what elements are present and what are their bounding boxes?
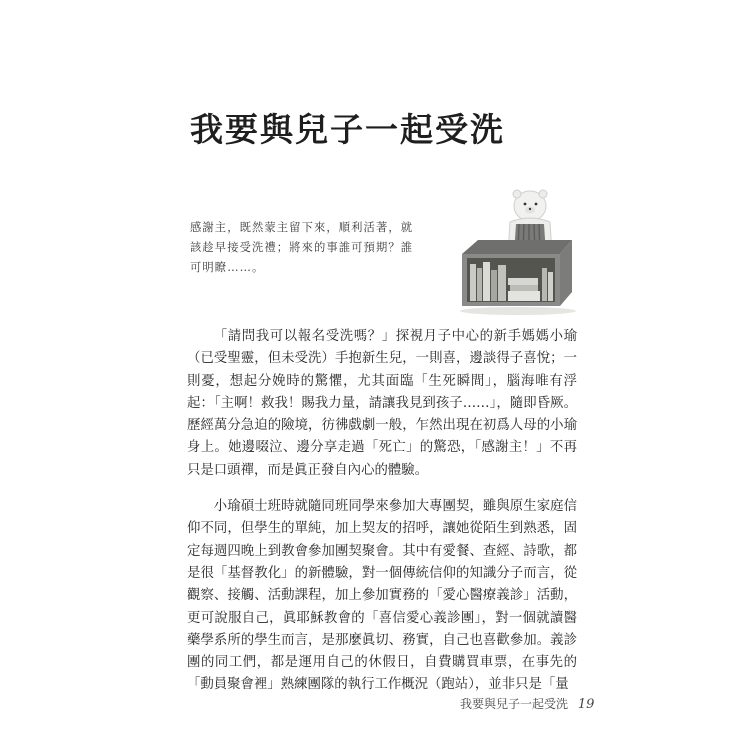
chapter-title: 我要與兒子一起受洗 — [190, 110, 505, 149]
page-footer — [460, 694, 610, 714]
bear-behind-bookshelf-illustration — [448, 188, 578, 328]
page-number: 19 — [577, 697, 595, 712]
paragraph: 「請問我可以報名受洗嗎？」探視月子中心的新手媽媽小瑜（已受聖靈，但未受洗）手抱新生兒，一則喜，邊談得子喜悅；一則憂，想起分娩時的驚懼，尤其面臨「生死瞬間」，腦海唯有浮起：「主啊！救我！賜我力量，請讓我見到孩子……」，隨即昏厥。歷經萬分急迫的險境，彷彿戲劇一般，乍然出現在初爲人母的小瑜身上。她邊啜泣、邊分享走過「死亡」的驚恐，「感謝主！」不再只是口頭禪，而是眞正發自內心的體驗。 — [187, 329, 577, 478]
epigraph: 感謝主，既然蒙主留下來，順利活著，就該趁早接受洗禮；將來的事誰可預期？誰可明瞭……。 — [190, 221, 414, 274]
body-text — [187, 326, 577, 711]
running-title: 我要與兒子一起受洗 — [460, 697, 569, 711]
paragraph: 小瑜碩士班時就隨同班同學來參加大專團契，雖與原生家庭信仰不同，但學生的單純，加上契友的招呼，讓她從陌生到熟悉，固定每週四晚上到教會參加團契聚會。其中有愛餐、查經、詩歌，都是很「基督教化」的新體驗，對一個傳統信仰的知識分子而言，從觀察、接觸、活動課程，加上參加實務的「愛心醫療義診」活動，更可說服自己，眞耶穌教會的「喜信愛心義診團」，對一個就讀醫藥學系所的學生而言，是那麼眞切、務實，自己也喜歡參加。義診團的同工們，都是運用自己的休假日，自費購買車票，在事先的「動員聚會裡」熟練團隊的執行工作概況（跑站），並非只是「量 — [187, 499, 577, 693]
